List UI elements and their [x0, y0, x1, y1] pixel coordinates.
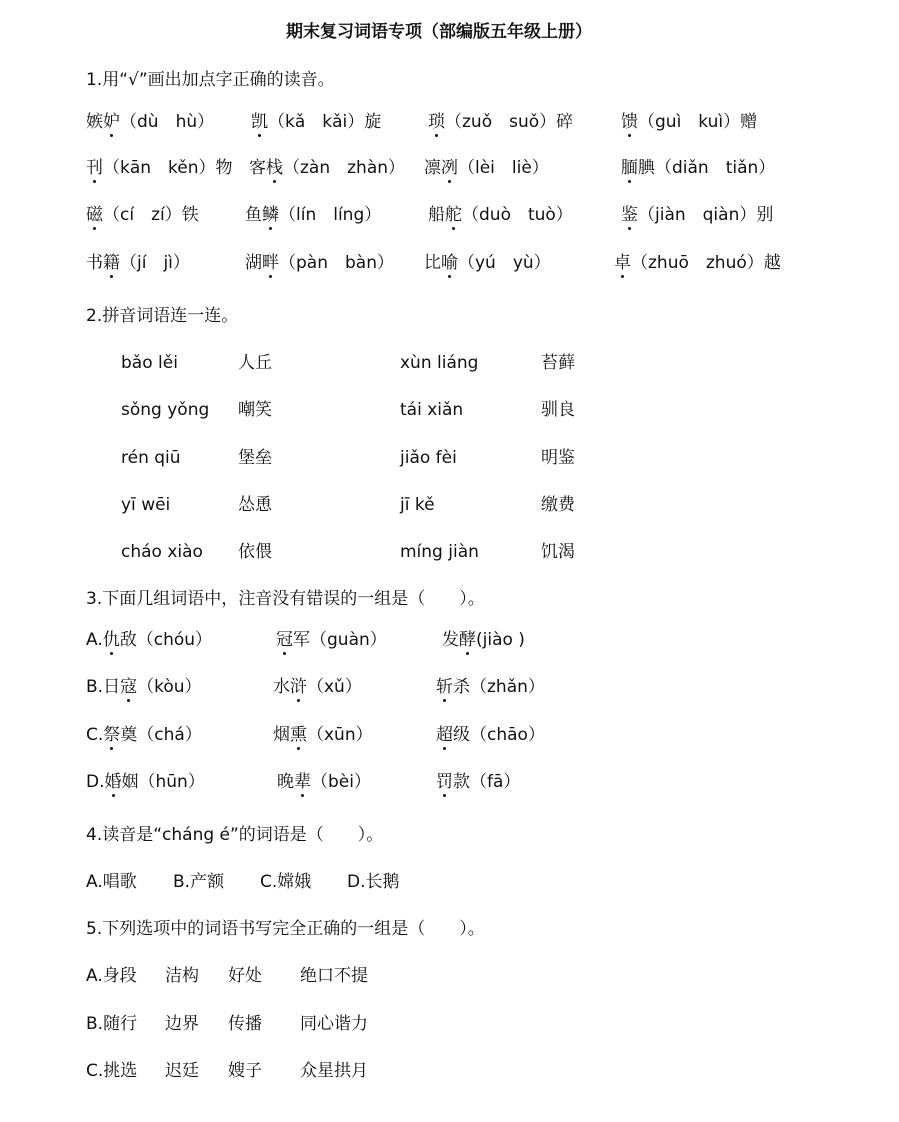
q3-option-item: [442, 632, 525, 649]
pinyin-options: （guì kuì）赠: [638, 112, 758, 132]
q1-item: [424, 255, 551, 272]
word-right: 缴费: [541, 495, 575, 515]
dotted-char: 琐: [428, 112, 445, 132]
q4-option: A.唱歌: [86, 872, 137, 892]
pinyin-options: 杀（zhǎn）: [453, 677, 545, 697]
pinyin-options: 敌（chóu）: [119, 630, 213, 650]
q5-word: 好处: [228, 966, 262, 986]
pinyin-options: （xǔ）: [307, 677, 362, 697]
dotted-char: 罚: [436, 772, 453, 792]
dotted-char: 磁: [86, 205, 103, 225]
item-text: B.日: [86, 677, 121, 697]
item-text: 客: [249, 158, 266, 178]
pinyin-options: （cí zí）铁: [103, 205, 199, 225]
dotted-char: 婚: [104, 772, 122, 792]
dotted-char: 刊: [86, 158, 103, 178]
item-text: 船: [428, 205, 445, 225]
dotted-char: 舵: [445, 205, 462, 225]
pinyin-options: （yú yù）: [458, 253, 551, 273]
dotted-char: 斩: [436, 677, 453, 697]
pinyin-right: tái xiǎn: [400, 400, 464, 420]
word-right: 饥渴: [541, 542, 575, 562]
q1-item: [428, 114, 573, 131]
pinyin-options: 腆（diǎn tiǎn）: [638, 158, 776, 178]
q4-option: C.嫦娥: [260, 872, 312, 892]
dotted-char: 冽: [441, 158, 458, 178]
pinyin-options: 级（chāo）: [453, 725, 545, 745]
item-text: C.: [86, 725, 104, 745]
item-text: 鱼: [245, 205, 262, 225]
q1-item: [424, 160, 549, 177]
q3-option-item: [436, 727, 545, 744]
q3-option-item: [277, 774, 371, 791]
q1-item: [251, 114, 381, 131]
q1-item: [86, 255, 190, 272]
q1-item: [86, 207, 199, 224]
pinyin-options: （jí jì）: [120, 253, 190, 273]
q1-item: [621, 114, 757, 131]
dotted-char: 寇: [120, 677, 138, 697]
dotted-char: 祭: [103, 725, 121, 745]
word-left: 依偎: [238, 542, 272, 562]
pinyin-right: jī kě: [400, 495, 435, 515]
q5-word: 众星拱月: [300, 1061, 368, 1081]
q1-item: [86, 114, 214, 131]
pinyin-options: （lín líng）: [279, 205, 382, 225]
item-text: 水: [273, 677, 290, 697]
dotted-char: 籍: [103, 253, 120, 273]
dotted-char: 浒: [290, 677, 307, 697]
dotted-char: 栈: [266, 158, 283, 178]
q1-item: [621, 160, 775, 177]
dotted-char: 熏: [290, 725, 307, 745]
dotted-char: 鉴: [621, 205, 638, 225]
pinyin-options: 军（guàn）: [293, 630, 387, 650]
q5-word: 绝口不提: [300, 966, 368, 986]
dotted-char: 仇: [102, 630, 120, 650]
pinyin-options: 姻（hūn）: [121, 772, 205, 792]
q4-option: D.长鹅: [347, 872, 400, 892]
pinyin-options: （zhuō zhuó）越: [631, 253, 781, 273]
q5-word: 嫂子: [228, 1061, 262, 1081]
dotted-char: 腼: [621, 158, 638, 178]
word-right: 苔藓: [541, 353, 575, 373]
pinyin-options: （lèi liè）: [458, 158, 549, 178]
pinyin-options: （kǎ kǎi）旋: [268, 112, 382, 132]
item-text: 晚: [277, 772, 294, 792]
dotted-char: 凯: [251, 112, 268, 132]
q1-item: [245, 255, 394, 272]
pinyin-options: （pàn bàn）: [279, 253, 394, 273]
q1-item: [249, 160, 405, 177]
q3-option-item: [276, 632, 387, 649]
pinyin-options: （jiàn qiàn）别: [638, 205, 774, 225]
word-right: 驯良: [541, 400, 575, 420]
q5-word: 同心谐力: [300, 1014, 368, 1034]
pinyin-left: sǒng yǒng: [121, 400, 210, 420]
pinyin-options: （dù hù）: [120, 112, 215, 132]
q5-word: 传播: [228, 1014, 262, 1034]
pinyin-options: （bèi）: [311, 772, 371, 792]
pinyin-options: 奠（chá）: [120, 725, 202, 745]
question-4-prompt: 4.读音是“cháng é”的词语是（ ）。: [86, 825, 384, 845]
word-left: 堡垒: [238, 448, 272, 468]
q3-option-item: [86, 774, 205, 791]
item-text: 湖: [245, 253, 262, 273]
q1-item: [86, 160, 233, 177]
pinyin-left: cháo xiào: [121, 542, 203, 562]
pinyin-left: bǎo lěi: [121, 353, 178, 373]
question-2-prompt: 2.拼音词语连一连。: [86, 306, 239, 326]
q3-option-item: [86, 679, 202, 696]
pinyin-left: yī wēi: [121, 495, 171, 515]
pinyin-options: 款（fā）: [453, 772, 521, 792]
dotted-char: 馈: [621, 112, 638, 132]
pinyin-right: jiǎo fèi: [400, 448, 457, 468]
q5-word: C.挑选: [86, 1061, 138, 1081]
q4-option: B.产额: [173, 872, 225, 892]
q5-word: B.随行: [86, 1014, 138, 1034]
dotted-char: 妒: [103, 112, 120, 132]
q1-item: [428, 207, 573, 224]
pinyin-options: （zàn zhàn）: [283, 158, 406, 178]
q5-word: 迟廷: [165, 1061, 199, 1081]
pinyin-options: （zuǒ suǒ）碎: [445, 112, 574, 132]
dotted-char: 卓: [614, 253, 631, 273]
pinyin-right: míng jiàn: [400, 542, 479, 562]
q3-option-item: [273, 727, 373, 744]
q1-item: [621, 207, 773, 224]
dotted-char: 鳞: [262, 205, 279, 225]
pinyin-options: （kān kěn）物: [103, 158, 233, 178]
q5-word: 洁构: [165, 966, 199, 986]
pinyin-options: （kòu）: [137, 677, 202, 697]
q3-option-item: [86, 632, 212, 649]
q3-option-item: [436, 774, 520, 791]
word-left: 嘲笑: [238, 400, 272, 420]
question-1-prompt: 1.用“√”画出加点字正确的读音。: [86, 70, 335, 90]
q3-option-item: [86, 727, 202, 744]
item-text: 凛: [424, 158, 441, 178]
item-text: 发: [442, 630, 459, 650]
dotted-char: 酵: [459, 630, 476, 650]
dotted-char: 辈: [294, 772, 311, 792]
dotted-char: 冠: [276, 630, 293, 650]
item-text: 比: [424, 253, 441, 273]
dotted-char: 喻: [441, 253, 458, 273]
dotted-char: 畔: [262, 253, 279, 273]
q3-option-item: [436, 679, 545, 696]
word-left: 怂恿: [238, 495, 272, 515]
item-text: D.: [86, 772, 105, 792]
pinyin-options: （xūn）: [307, 725, 373, 745]
pinyin-options: (jiào ): [476, 630, 525, 650]
q1-item: [245, 207, 381, 224]
page-title: 期末复习词语专项（部编版五年级上册）: [286, 22, 592, 42]
q5-word: 边界: [165, 1014, 199, 1034]
word-right: 明鉴: [541, 448, 575, 468]
item-text: A.: [86, 630, 103, 650]
pinyin-options: （duò tuò）: [462, 205, 573, 225]
item-text: 书: [86, 253, 103, 273]
question-3-prompt: 3.下面几组词语中，注音没有错误的一组是（ ）。: [86, 589, 485, 609]
item-text: 烟: [273, 725, 290, 745]
q1-item: [614, 255, 781, 272]
question-5-prompt: 5.下列选项中的词语书写完全正确的一组是（ ）。: [86, 919, 485, 939]
item-text: 嫉: [86, 112, 103, 132]
pinyin-right: xùn liáng: [400, 353, 479, 373]
q5-word: A.身段: [86, 966, 137, 986]
dotted-char: 超: [436, 725, 453, 745]
q3-option-item: [273, 679, 362, 696]
word-left: 人丘: [238, 353, 272, 373]
pinyin-left: rén qiū: [121, 448, 181, 468]
